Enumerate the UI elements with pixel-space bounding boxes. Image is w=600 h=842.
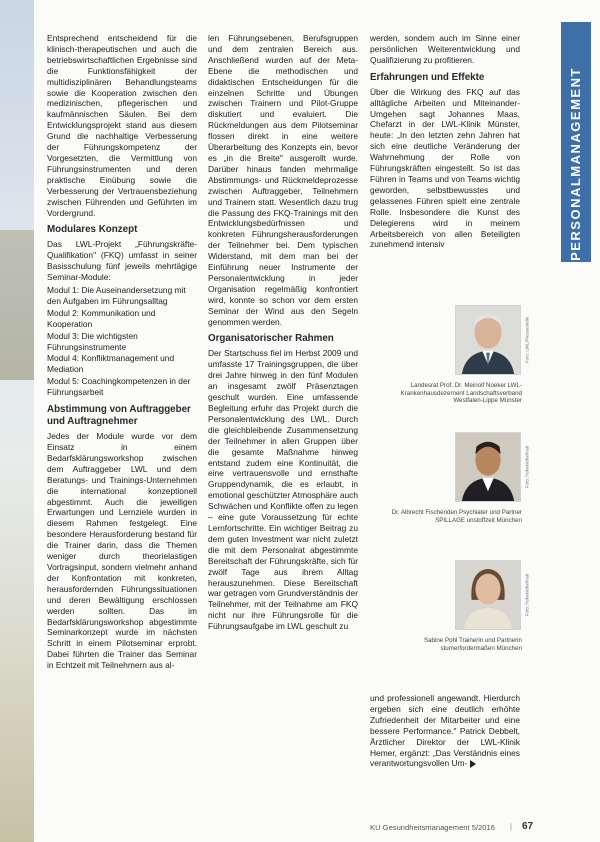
module-item: Modul 2: Kommunikation und Kooperation bbox=[47, 307, 156, 329]
photo-credit: Foto: Hohenlohe/Karl bbox=[524, 573, 529, 617]
modular-paragraph: Das LWL-Projekt „Führungskräfte-Qualifikation" (FKQ) umfasst in seiner Basisschulung fünf jeweils mehrtägige Seminar-Module: bbox=[47, 239, 197, 283]
heading-erfahrungen: Erfahrungen und Effekte bbox=[370, 71, 485, 83]
closing-text: und professionell angewandt. Hierdurch ergeben sich eine deutlich erhöhte Zufriedenheit der Mitarbeiter und eine bessere Performance." Patrick Debbelt, Ärztlicher Direktor der LWL-Klinik Hemer, ergänzt: „Das Verständnis eines verantwortungsvollen Um- bbox=[370, 693, 520, 769]
heading-abstimmung: Abstimmung von Auftraggeber und Auftragnehmer bbox=[47, 404, 191, 428]
photo-credit: Foto: LWL/Pressestelle bbox=[524, 316, 529, 364]
footer-separator: | bbox=[510, 822, 512, 831]
heading-organisatorischer-rahmen: Organisatorischer Rahmen bbox=[208, 333, 334, 345]
continue-arrow-icon bbox=[470, 760, 476, 768]
portrait-caption: Sabine Pohl Trainerin und Partnerin stumerfordermaßen München bbox=[423, 637, 522, 652]
text-column-2 bbox=[208, 33, 358, 632]
erfahrungen-paragraph: Über die Wirkung des FKQ auf das alltägliche Arbeiten und Miteinander-Umgehen sagt Johannes Maas, Chefarzt in der LWL-Klinik Münster, heute: „In den letzten zehn Jahren hat sich eine deutliche Veränderung der Wahrnehmung der Rolle von Führungskräften eingestellt. So ist das Führen in Teams und von Teams wichtig geworden, selbstbewusstes und gelassenes Führen spielt eine zentrale Rolle. Insbesondere die Kunst des Delegierens wird in meinem Arbeitsbereich von allen Beteiligten zunehmend intensiv bbox=[370, 86, 520, 250]
abstimmung-paragraph: Jedes der Module wurde vor dem Einsatz in einem Bedarfsklärungsworkshop zwischen dem Auftraggeber LWL und dem Beratungs- und Trainings-Unternehmen die international konzeptionell abgestimmt. Auch die jeweiligen Erwartungen und Lernziele wurden in diesem Rahmen festgelegt. Eine besondere Herausforderung bestand für die Trainer darin, dass die Themen weniger durch theorielastigen Vortragsinput, sondern vielmehr anhand der Konfrontation mit konkreten, herausfordernden Führungssituationen und deren Bewältigung erschlossen werden sollten. Das im Bedarfsklärungsworkshop abgestimmte Seminarkonzept wurde im nächsten Schritt in einem Pilotseminar erprobt. Dabei führten die Trainer das Seminar in Echtzeit mit Teilnehmern aus al- bbox=[47, 431, 197, 671]
journal-name: KU Gesundheitsmanagement 5/2016 bbox=[370, 823, 495, 832]
text-column-3-bottom bbox=[370, 693, 520, 769]
portrait-photo bbox=[455, 432, 521, 502]
intro-paragraph: Entsprechend entscheidend für die klinisch-therapeutischen und auch die betriebswirtschaftlichen Ergebnisse sind die Funktionsfähigkeit der multidisziplinären Behandlungsteams sowie die Kooperation zwischen den medizinischen, pflegerischen und kaufmännischen Säulen. Bei dem Entwicklungsprojekt stand aus diesem Grund die nachhaltige Verbesserung der Führungskompetenz der Vorgesetzten, die Vermittlung von Führungsinstrumenten und deren praktische Einübung sowie die Verbesserung der Vertrauensbeziehung zwischen Führenden und Geführten im Vordergrund. bbox=[47, 33, 197, 218]
continuation-paragraph: werden, sondern auch im Sinne einer persönlichen Weiterentwicklung und Qualifizierung zu profitieren. bbox=[370, 33, 520, 65]
closing-paragraph bbox=[370, 693, 520, 769]
continuation-paragraph: len Führungsebenen, Berufsgruppen und dem zentralen Bereich aus. Anschließend wurden auf der Meta-Ebene die methodischen und didaktischen Entscheidungen für die einzelnen Schritte und Übungen zwischen Trainern und Pilot-Gruppe diskutiert und evaluiert. Die Rückmeldungen aus dem Pilotseminar flossen direkt in eine weitere Überarbeitung des Konzepts ein, bevor es „in die Breite" ausgerollt wurde. Darüber hinaus fanden mehrmalige Abstimmungs- und Rückmeldeprozesse zwischen Auftraggeber, Teilnehmern und Trainern statt. Wesentlich dazu trug die Passung des FKQ-Trainings mit den Entwicklungsbedürfnissen und konkreten Führungsherausforderungen der Teilnehmer bei. Dem typischen Widerstand, mit dem man bei der Einführung neuer Instrumente der Personalentwicklung in jeder Organisation regelmäßig konfrontiert wird, konnte so schon vor dem ersten Seminar der Wind aus den Segeln genommen werden. bbox=[208, 33, 358, 327]
module-item: Modul 5: Coachingkompetenzen in der Führungsarbeit bbox=[47, 376, 191, 398]
text-column-1 bbox=[47, 33, 197, 671]
portrait-photo bbox=[455, 560, 521, 630]
module-item: Modul 3: Die wichtigsten Führungsinstrumente bbox=[47, 330, 138, 352]
page-number: 67 bbox=[522, 821, 534, 832]
section-tab bbox=[561, 0, 600, 842]
portrait-photo bbox=[455, 305, 521, 375]
module-list bbox=[47, 285, 197, 398]
section-label: PERSONALMANAGEMENT bbox=[568, 67, 583, 261]
portrait-caption: Dr. Albrecht Fischenden Psychiater und Partner SPILLAGE unstoffzeit München bbox=[391, 509, 522, 524]
portrait-caption: Landesrat Prof. Dr. Meinolf Noeker LWL-Krankenhausdezernent Landschaftsverband Westfalen-Lippe Münster bbox=[400, 382, 522, 405]
module-item: Modul 1: Die Auseinandersetzung mit den Aufgaben im Führungsalltag bbox=[47, 285, 186, 306]
photo-credit: Foto: Hohenlohe/Karl bbox=[524, 445, 529, 489]
org-paragraph: Der Startschuss fiel im Herbst 2009 und umfasste 17 Trainingsgruppen, die über drei Jahre hinweg in den fünf Modulen an insgesamt zwölf Präsenztagen geschult wurden. Eine umfassende Begleitung erfuhr das Projekt durch die Personalentwicklung des LWL. Durch die gleichbleibende Zusammensetzung der Teilnehmer in allen Gruppen über die gesamte Maßnahme hinweg entstand zudem eine Kontinuität, die eine vertrauensvolle und ernsthafte Gruppendynamik, die es erlaubt, in emotional geschützter Atmosphäre auch Schwächen und Konflikte offen zu legen – eine gute Voraussetzung für echte Lernfortschritte. Ein wichtiger Beitrag zu dem guten Investment war nicht zuletzt die mit dem Personalrat abgestimmte Bereitschaft der Führungskräfte, sich für zwölf Tage aus ihrem Alltag herauszunehmen. Diese Bereitschaft war getragen vom Grundverständnis der Teilnehmer, mit der Teilnahme am FKQ nicht nur ihre Führungsrolle für die Führungsaufgabe im LWL geschult zu bbox=[208, 348, 358, 632]
left-photo-strip bbox=[0, 0, 34, 842]
module-item: Modul 4: Konfliktmanagement und Mediation bbox=[47, 353, 175, 375]
section-band bbox=[561, 22, 591, 262]
left-photo-strip-shade bbox=[0, 230, 34, 380]
text-column-3 bbox=[370, 33, 520, 250]
heading-modular-concept: Modulares Konzept bbox=[47, 224, 138, 236]
